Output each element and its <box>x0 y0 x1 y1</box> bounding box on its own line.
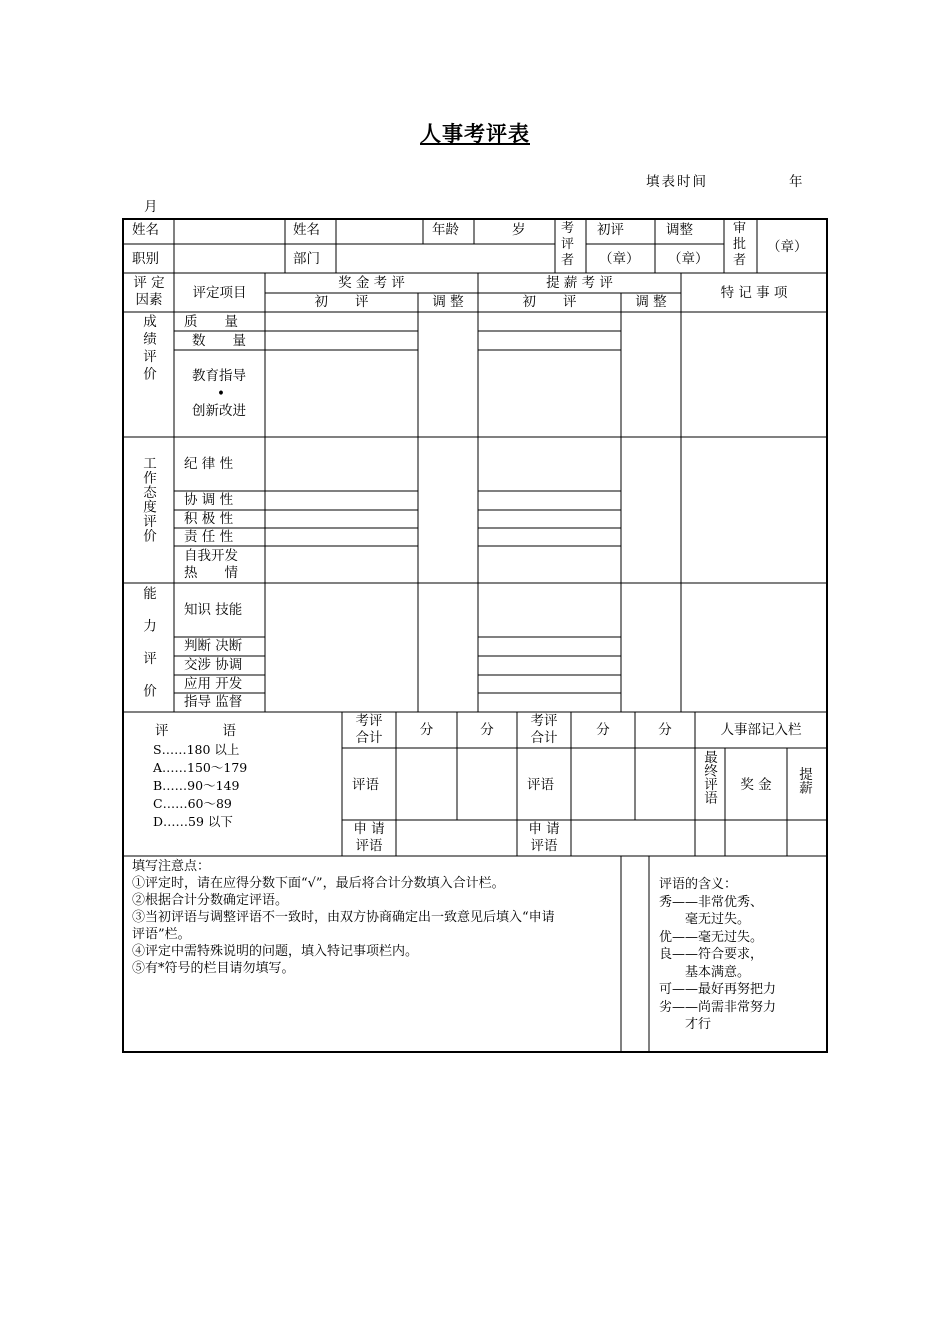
item-responsibility: 责 任 性 <box>184 529 234 545</box>
item-knowledge: 知识 技能 <box>184 602 243 618</box>
title-label: 职别 <box>132 251 159 267</box>
month-label: 月 <box>144 199 158 215</box>
approver-seal: （章） <box>767 239 808 255</box>
meaning-line: 基本满意。 <box>659 964 751 980</box>
item-discipline: 纪 律 性 <box>184 456 234 472</box>
item-self-dev-1: 自我开发 <box>184 548 238 564</box>
note-line: ④评定中需特殊说明的问题，填入特记事项栏内。 <box>132 944 419 959</box>
item-label: 评定项目 <box>192 285 247 301</box>
note-line: ②根据合计分数确定评语。 <box>132 893 289 908</box>
notes-heading: 填写注意点： <box>132 859 211 874</box>
grade-line-c: C……60～89 <box>153 796 232 811</box>
adjust-eval-label: 调整 <box>666 222 693 238</box>
name2-label: 姓名 <box>293 222 320 238</box>
name-label: 姓名 <box>132 222 159 238</box>
item-initiative: 积 极 性 <box>184 511 234 527</box>
page-title: 人事考评表 <box>420 121 530 146</box>
hr-section-label: 人事部记入栏 <box>720 722 802 738</box>
hr-bonus-label: 奖 金 <box>740 777 772 793</box>
fill-time-label: 填表时间 <box>646 174 708 190</box>
note-line: ①评定时，请在应得分数下面“√”，最后将合计分数填入合计栏。 <box>132 876 505 891</box>
raise-comment-label: 评语 <box>527 777 554 793</box>
final-comment-label: 最终评语 <box>701 750 717 804</box>
grade-line-a: A……150～179 <box>153 760 248 775</box>
bonus-score-unit-2: 分 <box>480 722 494 738</box>
item-coordination: 协 调 性 <box>184 492 234 508</box>
bonus-score-unit-1: 分 <box>419 722 434 738</box>
bonus-adjust-label: 调 整 <box>432 294 464 310</box>
item-bullet: • <box>217 386 225 402</box>
item-self-dev-2: 热 情 <box>184 565 238 581</box>
item-quantity: 数 量 <box>192 333 246 349</box>
item-guidance: 指导 监督 <box>184 694 243 710</box>
age-unit: 岁 <box>512 222 526 238</box>
raise-eval-label: 提 薪 考 评 <box>546 275 613 291</box>
bonus-apply-label: 申 请 评语 <box>353 821 385 854</box>
raise-score-unit-2: 分 <box>658 722 672 738</box>
raise-apply-label: 申 请 评语 <box>528 821 560 854</box>
grading-label: 评 语 <box>155 723 236 739</box>
meaning-line: 可——最好再努把力 <box>659 982 777 997</box>
year-label: 年 <box>789 174 803 190</box>
note-line: ⑤有*符号的栏目请勿填写。 <box>132 961 295 976</box>
initial-eval-label: 初评 <box>597 222 624 238</box>
bonus-eval-label: 奖 金 考 评 <box>338 275 405 291</box>
item-quality: 质 量 <box>184 314 238 330</box>
item-negotiation: 交涉 协调 <box>184 657 243 673</box>
hr-raise-label: 提薪 <box>796 767 812 794</box>
bonus-total-label: 考评 合计 <box>355 713 383 746</box>
note-line: ③当初评语与调整评语不一致时，由双方协商确定出一致意见后填入“申请 <box>132 910 555 925</box>
item-application: 应用 开发 <box>184 676 243 692</box>
age-label: 年龄 <box>432 222 459 238</box>
factor-label: 评 定 因素 <box>133 275 165 308</box>
section-performance: 成绩评价 <box>140 314 156 384</box>
raise-score-unit-1: 分 <box>596 722 610 738</box>
adjust-seal: （章） <box>668 251 709 267</box>
item-judgement: 判断 决断 <box>184 638 243 654</box>
meaning-line: 优——毫无过失。 <box>659 929 764 945</box>
meaning-line: 劣——尚需非常努力 <box>659 999 777 1015</box>
note-line: 评语”栏。 <box>132 927 191 942</box>
raise-adjust-label: 调 整 <box>635 294 667 310</box>
section-ability: 能力评价 <box>140 586 156 716</box>
comment-meaning <box>659 876 776 1034</box>
grade-line-d: D……59 以下 <box>153 814 233 829</box>
special-notes-label: 特 记 事 项 <box>720 285 788 301</box>
raise-total-label: 考评 合计 <box>530 713 558 746</box>
grade-line-s: S……180 以上 <box>153 742 240 757</box>
initial-seal: （章） <box>599 251 640 267</box>
meaning-line: 才行 <box>659 1017 712 1032</box>
grading-scale <box>153 741 247 831</box>
evaluator-label: 考评者 <box>561 221 575 268</box>
meaning-line: 良——符合要求， <box>659 947 764 962</box>
grade-line-b: B……90～149 <box>153 778 240 793</box>
meaning-line: 秀——非常优秀、 <box>659 894 764 910</box>
meaning-line: 毫无过失。 <box>659 912 751 927</box>
bonus-comment-label: 评语 <box>352 777 379 793</box>
section-attitude: 工作态度评价 <box>140 456 156 543</box>
dept-label: 部门 <box>293 251 320 267</box>
bonus-initial-label: 初 评 <box>314 294 369 310</box>
approver-label: 审批者 <box>733 221 747 268</box>
fill-notes <box>132 858 555 977</box>
item-education: 教育指导 <box>192 368 246 384</box>
item-innovation: 创新改进 <box>192 403 246 419</box>
meaning-heading: 评语的含义： <box>659 877 738 892</box>
raise-initial-label: 初 评 <box>522 294 577 310</box>
